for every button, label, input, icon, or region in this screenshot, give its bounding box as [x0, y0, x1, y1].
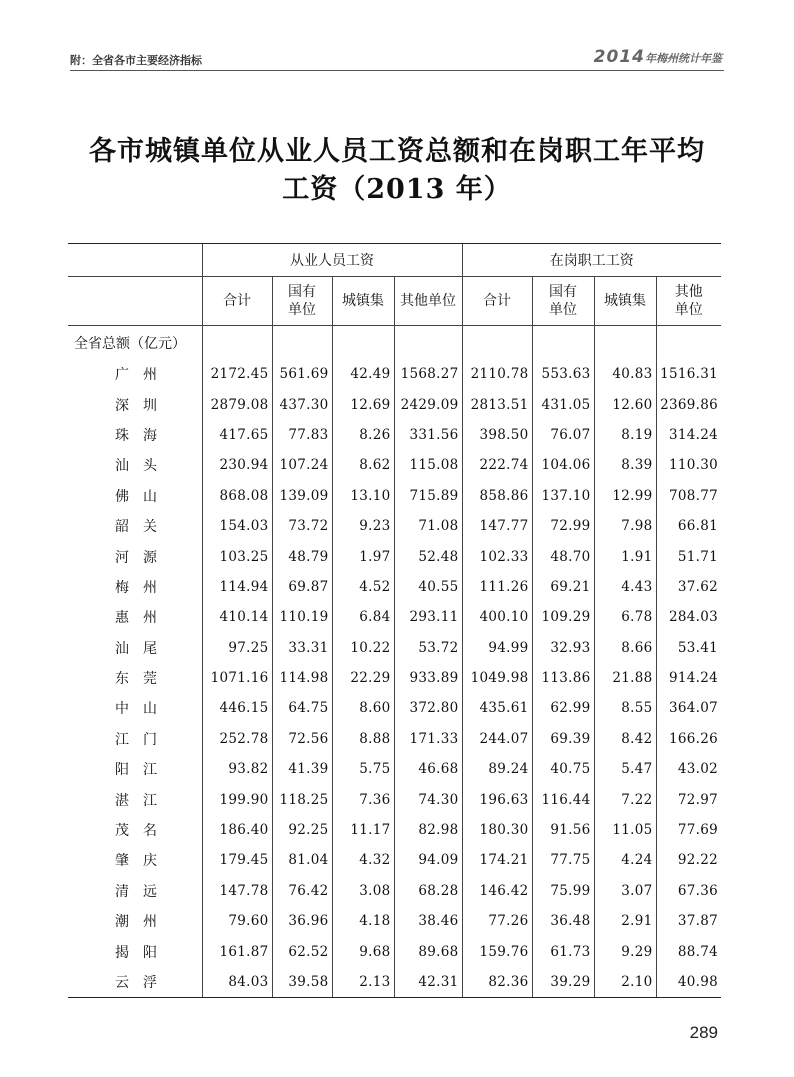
value-cell: 2.91: [594, 906, 656, 936]
value-cell: 417.65: [202, 420, 272, 450]
header-rule: [70, 70, 724, 71]
city-name: 惠州: [115, 610, 171, 627]
value-cell: 102.33: [462, 541, 532, 571]
value-cell: 84.03: [202, 967, 272, 998]
value-cell: 3.08: [332, 876, 394, 906]
value-cell: 81.04: [272, 845, 332, 875]
value-cell: 199.90: [202, 784, 272, 814]
table-row: [68, 967, 721, 998]
value-cell: 92.22: [656, 845, 721, 875]
value-cell: 2813.51: [462, 389, 532, 419]
value-cell: 8.88: [332, 724, 394, 754]
city-name: 云浮: [68, 967, 202, 998]
city-name: 东莞: [115, 671, 171, 688]
value-cell: 1049.98: [462, 663, 532, 693]
value-cell: 77.26: [462, 906, 532, 936]
value-cell: 92.25: [272, 815, 332, 845]
value-cell: 104.06: [532, 450, 594, 480]
value-cell: 72.56: [272, 724, 332, 754]
value-cell: 93.82: [202, 754, 272, 784]
value-cell: 186.40: [202, 815, 272, 845]
table-row: [68, 724, 721, 754]
value-cell: 11.05: [594, 815, 656, 845]
city-name: 梅州: [115, 579, 171, 596]
table-row: [68, 633, 721, 663]
value-cell: 4.18: [332, 906, 394, 936]
value-cell: 161.87: [202, 936, 272, 966]
value-cell: 21.88: [594, 663, 656, 693]
city-name: 深圳: [115, 397, 171, 414]
city-name: 揭阳: [115, 944, 171, 961]
col-header: 城镇集: [332, 277, 394, 326]
table-row: [68, 784, 721, 814]
value-cell: 39.58: [272, 967, 332, 998]
table-row: [68, 906, 721, 936]
city-name: 中山: [115, 701, 171, 718]
value-cell: 2.13: [332, 967, 394, 998]
value-cell: 1071.16: [202, 663, 272, 693]
value-cell: 6.84: [332, 602, 394, 632]
table-row: [68, 572, 721, 602]
value-cell: 7.36: [332, 784, 394, 814]
value-cell: 12.69: [332, 389, 394, 419]
city-name: 肇庆: [115, 853, 171, 870]
city-name: 韶关: [115, 519, 171, 536]
table-row: [68, 450, 721, 480]
value-cell: 52.48: [394, 541, 462, 571]
value-cell: 8.66: [594, 633, 656, 663]
total-row: [68, 326, 721, 360]
value-cell: 72.97: [656, 784, 721, 814]
value-cell: 115.08: [394, 450, 462, 480]
title-line-1: 各市城镇单位从业人员工资总额和在岗职工年平均: [89, 136, 705, 167]
city-name: 河源: [115, 549, 171, 566]
value-cell: 62.99: [532, 693, 594, 723]
value-cell: 8.19: [594, 420, 656, 450]
value-cell: 37.62: [656, 572, 721, 602]
value-cell: 6.78: [594, 602, 656, 632]
city-name: 汕尾: [115, 640, 171, 657]
value-cell: 139.09: [272, 481, 332, 511]
value-cell: 39.29: [532, 967, 594, 998]
value-cell: 107.24: [272, 450, 332, 480]
col-header: 合计: [462, 277, 532, 326]
value-cell: 4.24: [594, 845, 656, 875]
value-cell: 171.33: [394, 724, 462, 754]
value-cell: 79.60: [202, 906, 272, 936]
page-number: 289: [689, 1023, 718, 1042]
city-name: 湛江: [115, 792, 171, 809]
value-cell: 284.03: [656, 602, 721, 632]
table-row: [68, 359, 721, 389]
value-cell: 147.77: [462, 511, 532, 541]
value-cell: 68.28: [394, 876, 462, 906]
value-cell: 5.47: [594, 754, 656, 784]
value-cell: 42.31: [394, 967, 462, 998]
value-cell: 76.42: [272, 876, 332, 906]
value-cell: 42.49: [332, 359, 394, 389]
running-header-book-title: [594, 47, 722, 67]
value-cell: 252.78: [202, 724, 272, 754]
table-row: [68, 420, 721, 450]
value-cell: 40.55: [394, 572, 462, 602]
value-cell: 94.99: [462, 633, 532, 663]
value-cell: 75.99: [532, 876, 594, 906]
value-cell: 9.68: [332, 936, 394, 966]
value-cell: 1516.31: [656, 359, 721, 389]
table-row: [68, 815, 721, 845]
value-cell: 82.98: [394, 815, 462, 845]
value-cell: 398.50: [462, 420, 532, 450]
value-cell: 858.86: [462, 481, 532, 511]
value-cell: 51.71: [656, 541, 721, 571]
value-cell: 41.39: [272, 754, 332, 784]
title-line-2: 工资（2013 年）: [282, 174, 512, 205]
page-title: [0, 133, 794, 209]
value-cell: 11.17: [332, 815, 394, 845]
value-cell: 9.23: [332, 511, 394, 541]
value-cell: 180.30: [462, 815, 532, 845]
value-cell: 40.98: [656, 967, 721, 998]
value-cell: 1568.27: [394, 359, 462, 389]
value-cell: 48.79: [272, 541, 332, 571]
value-cell: 76.07: [532, 420, 594, 450]
table-row: [68, 481, 721, 511]
value-cell: 53.72: [394, 633, 462, 663]
value-cell: 166.26: [656, 724, 721, 754]
value-cell: 715.89: [394, 481, 462, 511]
value-cell: 2429.09: [394, 389, 462, 419]
value-cell: 435.61: [462, 693, 532, 723]
city-name: 阳江: [115, 762, 171, 779]
value-cell: 69.39: [532, 724, 594, 754]
value-cell: 5.75: [332, 754, 394, 784]
value-cell: 364.07: [656, 693, 721, 723]
value-cell: 8.39: [594, 450, 656, 480]
book-name: 年梅州统计年鉴: [645, 52, 722, 65]
value-cell: 64.75: [272, 693, 332, 723]
col-header: 国有 单位: [272, 277, 332, 326]
value-cell: 1.91: [594, 541, 656, 571]
value-cell: 66.81: [656, 511, 721, 541]
table-row: [68, 602, 721, 632]
running-header-section: 附：全省各市主要经济指标: [70, 54, 202, 67]
value-cell: 4.32: [332, 845, 394, 875]
book-year: 2014: [593, 47, 645, 67]
value-cell: 32.93: [532, 633, 594, 663]
value-cell: 118.25: [272, 784, 332, 814]
value-cell: 62.52: [272, 936, 332, 966]
value-cell: 7.98: [594, 511, 656, 541]
value-cell: 446.15: [202, 693, 272, 723]
value-cell: 2172.45: [202, 359, 272, 389]
value-cell: 94.09: [394, 845, 462, 875]
city-name: 汕头: [115, 458, 171, 475]
value-cell: 400.10: [462, 602, 532, 632]
value-cell: 37.87: [656, 906, 721, 936]
value-cell: 147.78: [202, 876, 272, 906]
table-row: [68, 876, 721, 906]
value-cell: 71.08: [394, 511, 462, 541]
value-cell: 67.36: [656, 876, 721, 906]
table-row: [68, 663, 721, 693]
value-cell: 82.36: [462, 967, 532, 998]
value-cell: 1.97: [332, 541, 394, 571]
table-row: [68, 845, 721, 875]
value-cell: 137.10: [532, 481, 594, 511]
value-cell: 9.29: [594, 936, 656, 966]
group-header-staff-wages: 在岗职工工资: [462, 244, 721, 277]
value-cell: 72.99: [532, 511, 594, 541]
city-name: 广州: [115, 367, 171, 384]
value-cell: 8.26: [332, 420, 394, 450]
value-cell: 43.02: [656, 754, 721, 784]
value-cell: 97.25: [202, 633, 272, 663]
city-name: 珠海: [115, 427, 171, 444]
value-cell: 69.21: [532, 572, 594, 602]
value-cell: 110.19: [272, 602, 332, 632]
value-cell: 48.70: [532, 541, 594, 571]
value-cell: 77.83: [272, 420, 332, 450]
value-cell: 293.11: [394, 602, 462, 632]
value-cell: 244.07: [462, 724, 532, 754]
value-cell: 179.45: [202, 845, 272, 875]
value-cell: 314.24: [656, 420, 721, 450]
group-header-employee-wages: 从业人员工资: [202, 244, 462, 277]
value-cell: 116.44: [532, 784, 594, 814]
value-cell: 73.72: [272, 511, 332, 541]
col-header: 城镇集: [594, 277, 656, 326]
value-cell: 12.60: [594, 389, 656, 419]
value-cell: 114.94: [202, 572, 272, 602]
value-cell: 38.46: [394, 906, 462, 936]
table-body: [68, 326, 721, 998]
value-cell: 114.98: [272, 663, 332, 693]
value-cell: 553.63: [532, 359, 594, 389]
value-cell: 53.41: [656, 633, 721, 663]
value-cell: 77.75: [532, 845, 594, 875]
value-cell: 230.94: [202, 450, 272, 480]
corner-cell: [68, 244, 202, 277]
value-cell: 103.25: [202, 541, 272, 571]
value-cell: 69.87: [272, 572, 332, 602]
value-cell: 36.96: [272, 906, 332, 936]
value-cell: 46.68: [394, 754, 462, 784]
value-cell: 12.99: [594, 481, 656, 511]
value-cell: 89.68: [394, 936, 462, 966]
table-row: [68, 389, 721, 419]
value-cell: 36.48: [532, 906, 594, 936]
value-cell: 437.30: [272, 389, 332, 419]
value-cell: 561.69: [272, 359, 332, 389]
value-cell: 13.10: [332, 481, 394, 511]
value-cell: 89.24: [462, 754, 532, 784]
value-cell: 77.69: [656, 815, 721, 845]
value-cell: 2879.08: [202, 389, 272, 419]
table-row: [68, 693, 721, 723]
city-name: 江门: [115, 731, 171, 748]
value-cell: 708.77: [656, 481, 721, 511]
value-cell: 431.05: [532, 389, 594, 419]
col-header: 合计: [202, 277, 272, 326]
value-cell: 4.52: [332, 572, 394, 602]
value-cell: 372.80: [394, 693, 462, 723]
value-cell: 8.42: [594, 724, 656, 754]
value-cell: 331.56: [394, 420, 462, 450]
value-cell: 7.22: [594, 784, 656, 814]
value-cell: 410.14: [202, 602, 272, 632]
city-name: 佛山: [115, 488, 171, 505]
value-cell: 196.63: [462, 784, 532, 814]
group-header-row: [68, 244, 721, 277]
col-header: 其他单位: [394, 277, 462, 326]
table-row: [68, 754, 721, 784]
value-cell: 2110.78: [462, 359, 532, 389]
value-cell: 868.08: [202, 481, 272, 511]
value-cell: 109.29: [532, 602, 594, 632]
value-cell: 91.56: [532, 815, 594, 845]
table-row: [68, 936, 721, 966]
value-cell: 8.55: [594, 693, 656, 723]
value-cell: 2.10: [594, 967, 656, 998]
col-header: 其他 单位: [656, 277, 721, 326]
value-cell: 8.60: [332, 693, 394, 723]
value-cell: 3.07: [594, 876, 656, 906]
total-label: 全省总额（亿元）: [74, 335, 186, 352]
value-cell: 74.30: [394, 784, 462, 814]
city-name: 清远: [115, 883, 171, 900]
value-cell: 10.22: [332, 633, 394, 663]
value-cell: 154.03: [202, 511, 272, 541]
value-cell: 933.89: [394, 663, 462, 693]
value-cell: 174.21: [462, 845, 532, 875]
value-cell: 4.43: [594, 572, 656, 602]
value-cell: 40.75: [532, 754, 594, 784]
value-cell: 22.29: [332, 663, 394, 693]
wage-table: [68, 243, 721, 998]
value-cell: 40.83: [594, 359, 656, 389]
value-cell: 88.74: [656, 936, 721, 966]
value-cell: 222.74: [462, 450, 532, 480]
table-row: [68, 541, 721, 571]
value-cell: 111.26: [462, 572, 532, 602]
value-cell: 146.42: [462, 876, 532, 906]
value-cell: 159.76: [462, 936, 532, 966]
value-cell: 914.24: [656, 663, 721, 693]
value-cell: 61.73: [532, 936, 594, 966]
corner-cell-2: [68, 277, 202, 326]
value-cell: 113.86: [532, 663, 594, 693]
value-cell: 33.31: [272, 633, 332, 663]
city-name: 潮州: [115, 914, 171, 931]
table-row: [68, 511, 721, 541]
city-name: 茂名: [115, 823, 171, 840]
col-header: 国有 单位: [532, 277, 594, 326]
sub-header-row: [68, 277, 721, 326]
value-cell: 8.62: [332, 450, 394, 480]
value-cell: 110.30: [656, 450, 721, 480]
value-cell: 2369.86: [656, 389, 721, 419]
